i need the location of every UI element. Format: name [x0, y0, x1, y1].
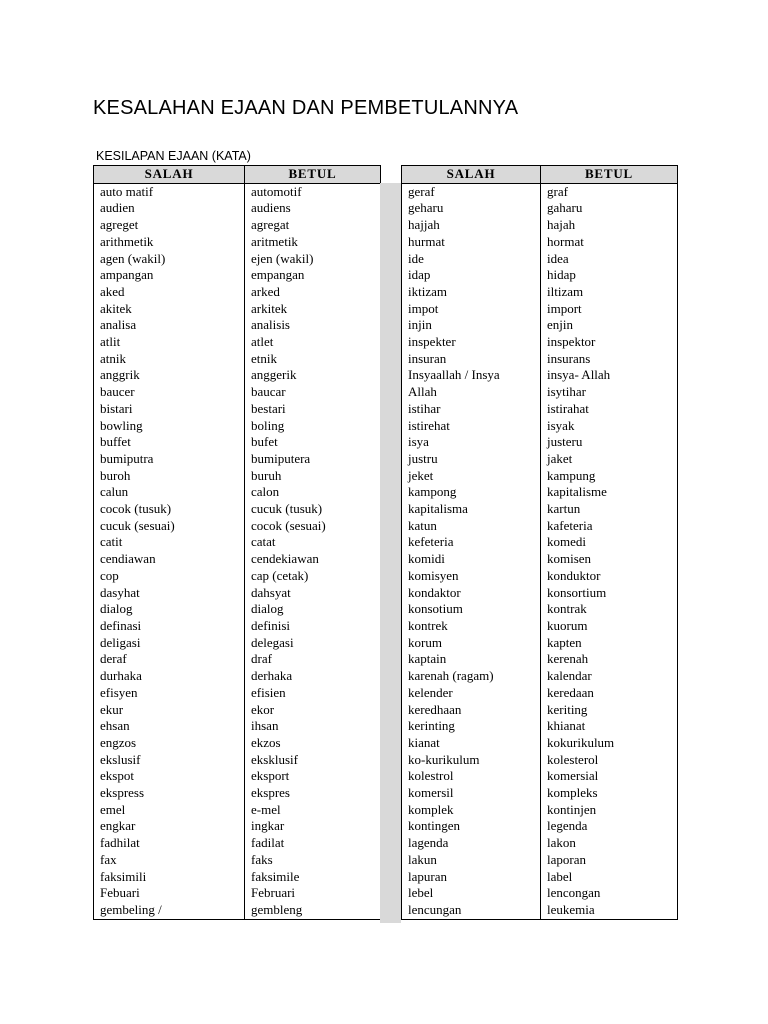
table-row [94, 251, 381, 268]
betul-cell: kalendar [541, 668, 678, 685]
table-row [402, 251, 678, 268]
header-betul: BETUL [541, 166, 678, 184]
table-row [402, 601, 678, 618]
betul-cell: calon [245, 484, 381, 501]
salah-cell: ko-kurikulum [402, 752, 541, 769]
salah-cell: analisa [94, 317, 245, 334]
betul-cell: keriting [541, 702, 678, 719]
salah-cell: ekslusif [94, 752, 245, 769]
betul-cell: eksklusif [245, 752, 381, 769]
salah-cell: dasyhat [94, 585, 245, 602]
table-row [94, 718, 381, 735]
table-row [402, 685, 678, 702]
betul-cell: iltizam [541, 284, 678, 301]
table-row [402, 468, 678, 485]
table-row [94, 351, 381, 368]
betul-cell: lencongan [541, 885, 678, 902]
salah-cell: engkar [94, 818, 245, 835]
betul-cell: Februari [245, 885, 381, 902]
table-row [402, 702, 678, 719]
betul-cell: agregat [245, 217, 381, 234]
salah-cell: hurmat [402, 234, 541, 251]
table-row [402, 785, 678, 802]
table-row [94, 702, 381, 719]
salah-cell: ekspress [94, 785, 245, 802]
table-row [94, 183, 381, 200]
salah-cell: bumiputra [94, 451, 245, 468]
betul-cell: buruh [245, 468, 381, 485]
table-row [402, 183, 678, 200]
betul-cell: laporan [541, 852, 678, 869]
table-row [94, 802, 381, 819]
salah-cell: atlit [94, 334, 245, 351]
table-row [94, 835, 381, 852]
salah-cell: ekur [94, 702, 245, 719]
table-row [94, 284, 381, 301]
table-row [402, 367, 678, 384]
betul-cell: label [541, 869, 678, 886]
betul-cell: kolesterol [541, 752, 678, 769]
betul-cell: efisien [245, 685, 381, 702]
betul-cell: hajah [541, 217, 678, 234]
betul-cell: lakon [541, 835, 678, 852]
salah-cell: geharu [402, 200, 541, 217]
table-row [94, 685, 381, 702]
table-row [402, 317, 678, 334]
betul-cell: cendekiawan [245, 551, 381, 568]
betul-cell: kapten [541, 635, 678, 652]
salah-cell: lapuran [402, 869, 541, 886]
betul-cell: justeru [541, 434, 678, 451]
table-row [402, 334, 678, 351]
salah-cell: baucer [94, 384, 245, 401]
betul-cell: catat [245, 534, 381, 551]
betul-cell: isytihar [541, 384, 678, 401]
header-salah: SALAH [402, 166, 541, 184]
table-row [402, 718, 678, 735]
salah-cell: kerinting [402, 718, 541, 735]
table-row [402, 802, 678, 819]
salah-cell: anggrik [94, 367, 245, 384]
betul-cell: ekor [245, 702, 381, 719]
betul-cell: ekspres [245, 785, 381, 802]
salah-cell: justru [402, 451, 541, 468]
table-row [94, 752, 381, 769]
salah-cell: inspekter [402, 334, 541, 351]
table-row [402, 768, 678, 785]
table-row [94, 434, 381, 451]
betul-cell: kuorum [541, 618, 678, 635]
table-row [402, 384, 678, 401]
spelling-table-left [93, 165, 381, 920]
betul-cell: cap (cetak) [245, 568, 381, 585]
salah-cell: Insyaallah / Insya [402, 367, 541, 384]
betul-cell: ingkar [245, 818, 381, 835]
betul-cell: konsortium [541, 585, 678, 602]
table-row [402, 752, 678, 769]
salah-cell: kampong [402, 484, 541, 501]
betul-cell: draf [245, 651, 381, 668]
salah-cell: hajjah [402, 217, 541, 234]
table-row [94, 468, 381, 485]
betul-cell: dialog [245, 601, 381, 618]
table-row [402, 351, 678, 368]
salah-cell: Febuari [94, 885, 245, 902]
betul-cell: hidap [541, 267, 678, 284]
betul-cell: komedi [541, 534, 678, 551]
betul-cell: derhaka [245, 668, 381, 685]
table-row [94, 735, 381, 752]
betul-cell: kartun [541, 501, 678, 518]
table-row [94, 234, 381, 251]
salah-cell: audien [94, 200, 245, 217]
salah-cell: kontrek [402, 618, 541, 635]
table-row [402, 618, 678, 635]
spelling-table-right [401, 165, 678, 920]
betul-cell: fadilat [245, 835, 381, 852]
salah-cell: cucuk (sesuai) [94, 518, 245, 535]
betul-cell: dahsyat [245, 585, 381, 602]
salah-cell: istihar [402, 401, 541, 418]
betul-cell: audiens [245, 200, 381, 217]
betul-cell: eksport [245, 768, 381, 785]
salah-cell: faksimili [94, 869, 245, 886]
salah-cell: idap [402, 267, 541, 284]
salah-cell: Allah [402, 384, 541, 401]
column-gap-divider [380, 183, 401, 923]
table-row [94, 902, 381, 919]
table-row [402, 434, 678, 451]
table-row [94, 818, 381, 835]
salah-cell: dialog [94, 601, 245, 618]
betul-cell: anggerik [245, 367, 381, 384]
salah-cell: kefeteria [402, 534, 541, 551]
betul-cell: arkitek [245, 301, 381, 318]
header-salah: SALAH [94, 166, 245, 184]
table-row [402, 234, 678, 251]
betul-cell: khianat [541, 718, 678, 735]
table-row [94, 518, 381, 535]
table-row [402, 534, 678, 551]
table-row [402, 518, 678, 535]
salah-cell: calun [94, 484, 245, 501]
table-row [94, 534, 381, 551]
betul-cell: import [541, 301, 678, 318]
salah-cell: buroh [94, 468, 245, 485]
table-row [94, 568, 381, 585]
salah-cell: komisyen [402, 568, 541, 585]
table-row [94, 418, 381, 435]
betul-cell: keredaan [541, 685, 678, 702]
betul-cell: faksimile [245, 869, 381, 886]
salah-cell: definasi [94, 618, 245, 635]
betul-cell: kampung [541, 468, 678, 485]
salah-cell: fadhilat [94, 835, 245, 852]
table-row [402, 835, 678, 852]
betul-cell: enjin [541, 317, 678, 334]
betul-cell: legenda [541, 818, 678, 835]
salah-cell: cocok (tusuk) [94, 501, 245, 518]
salah-cell: efisyen [94, 685, 245, 702]
betul-cell: ihsan [245, 718, 381, 735]
table-row [94, 618, 381, 635]
betul-cell: automotif [245, 183, 381, 200]
salah-cell: isya [402, 434, 541, 451]
betul-cell: bumiputera [245, 451, 381, 468]
salah-cell: komidi [402, 551, 541, 568]
salah-cell: kelender [402, 685, 541, 702]
table-row [402, 818, 678, 835]
table-row [94, 384, 381, 401]
table-row [94, 200, 381, 217]
salah-cell: bistari [94, 401, 245, 418]
table-row [402, 668, 678, 685]
betul-cell: empangan [245, 267, 381, 284]
salah-cell: gembeling / [94, 902, 245, 919]
betul-cell: cocok (sesuai) [245, 518, 381, 535]
table-row [402, 451, 678, 468]
betul-cell: leukemia [541, 902, 678, 919]
table-row [94, 869, 381, 886]
table-row [94, 484, 381, 501]
betul-cell: etnik [245, 351, 381, 368]
salah-cell: auto matif [94, 183, 245, 200]
betul-cell: arked [245, 284, 381, 301]
betul-cell: kapitalisme [541, 484, 678, 501]
betul-cell: komisen [541, 551, 678, 568]
table-row [94, 451, 381, 468]
salah-cell: kianat [402, 735, 541, 752]
betul-cell: cucuk (tusuk) [245, 501, 381, 518]
salah-cell: kontingen [402, 818, 541, 835]
betul-cell: e-mel [245, 802, 381, 819]
salah-cell: komersil [402, 785, 541, 802]
betul-cell: definisi [245, 618, 381, 635]
betul-cell: inspektor [541, 334, 678, 351]
table-row [94, 768, 381, 785]
betul-cell: analisis [245, 317, 381, 334]
betul-cell: delegasi [245, 635, 381, 652]
betul-cell: graf [541, 183, 678, 200]
table-row [402, 200, 678, 217]
table-row [94, 601, 381, 618]
table-row [402, 635, 678, 652]
salah-cell: ampangan [94, 267, 245, 284]
table-row [94, 267, 381, 284]
salah-cell: kolestrol [402, 768, 541, 785]
salah-cell: bowling [94, 418, 245, 435]
table-row [94, 217, 381, 234]
table-row [94, 551, 381, 568]
salah-cell: arithmetik [94, 234, 245, 251]
table-row [94, 301, 381, 318]
table-row [94, 585, 381, 602]
table-row [402, 869, 678, 886]
salah-cell: kapitalisma [402, 501, 541, 518]
salah-cell: injin [402, 317, 541, 334]
table-row [94, 852, 381, 869]
betul-cell: faks [245, 852, 381, 869]
table-row [94, 635, 381, 652]
salah-cell: fax [94, 852, 245, 869]
table-row [94, 885, 381, 902]
salah-cell: durhaka [94, 668, 245, 685]
table-row [402, 484, 678, 501]
salah-cell: ehsan [94, 718, 245, 735]
betul-cell: ekzos [245, 735, 381, 752]
betul-cell: jaket [541, 451, 678, 468]
betul-cell: boling [245, 418, 381, 435]
betul-cell: atlet [245, 334, 381, 351]
salah-cell: lencungan [402, 902, 541, 919]
betul-cell: kokurikulum [541, 735, 678, 752]
salah-cell: lagenda [402, 835, 541, 852]
salah-cell: korum [402, 635, 541, 652]
table-row [402, 902, 678, 919]
salah-cell: aked [94, 284, 245, 301]
salah-cell: cendiawan [94, 551, 245, 568]
betul-cell: gaharu [541, 200, 678, 217]
betul-cell: ejen (wakil) [245, 251, 381, 268]
salah-cell: akitek [94, 301, 245, 318]
betul-cell: idea [541, 251, 678, 268]
table-row [94, 317, 381, 334]
betul-cell: istirahat [541, 401, 678, 418]
salah-cell: karenah (ragam) [402, 668, 541, 685]
table-row [94, 401, 381, 418]
betul-cell: kontinjen [541, 802, 678, 819]
betul-cell: aritmetik [245, 234, 381, 251]
table-row [94, 785, 381, 802]
table-row [402, 585, 678, 602]
table-row [402, 267, 678, 284]
salah-cell: katun [402, 518, 541, 535]
table-row [402, 217, 678, 234]
salah-cell: cop [94, 568, 245, 585]
salah-cell: engzos [94, 735, 245, 752]
betul-cell: kompleks [541, 785, 678, 802]
salah-cell: komplek [402, 802, 541, 819]
betul-cell: insya- Allah [541, 367, 678, 384]
salah-cell: keredhaan [402, 702, 541, 719]
salah-cell: impot [402, 301, 541, 318]
table-row [402, 651, 678, 668]
salah-cell: deraf [94, 651, 245, 668]
table-row [94, 501, 381, 518]
betul-cell: hormat [541, 234, 678, 251]
table-row [402, 284, 678, 301]
betul-cell: isyak [541, 418, 678, 435]
header-betul: BETUL [245, 166, 381, 184]
salah-cell: agreget [94, 217, 245, 234]
salah-cell: geraf [402, 183, 541, 200]
betul-cell: konduktor [541, 568, 678, 585]
salah-cell: iktizam [402, 284, 541, 301]
table-row [402, 418, 678, 435]
table-row [402, 568, 678, 585]
salah-cell: kondaktor [402, 585, 541, 602]
betul-cell: gembleng [245, 902, 381, 919]
salah-cell: jeket [402, 468, 541, 485]
table-row [94, 668, 381, 685]
salah-cell: istirehat [402, 418, 541, 435]
table-row [94, 651, 381, 668]
salah-cell: ide [402, 251, 541, 268]
salah-cell: lakun [402, 852, 541, 869]
table-row [402, 735, 678, 752]
page-title: KESALAHAN EJAAN DAN PEMBETULANNYA [93, 97, 519, 119]
table-row [402, 301, 678, 318]
table-row [402, 852, 678, 869]
betul-cell: insurans [541, 351, 678, 368]
betul-cell: baucar [245, 384, 381, 401]
salah-cell: agen (wakil) [94, 251, 245, 268]
betul-cell: komersial [541, 768, 678, 785]
table-row [402, 501, 678, 518]
table-row [402, 551, 678, 568]
table-row [94, 367, 381, 384]
salah-cell: lebel [402, 885, 541, 902]
salah-cell: konsotium [402, 601, 541, 618]
salah-cell: insuran [402, 351, 541, 368]
betul-cell: kerenah [541, 651, 678, 668]
section-subtitle: KESILAPAN EJAAN (KATA) [96, 149, 251, 163]
salah-cell: emel [94, 802, 245, 819]
salah-cell: catit [94, 534, 245, 551]
salah-cell: deligasi [94, 635, 245, 652]
salah-cell: atnik [94, 351, 245, 368]
betul-cell: kafeteria [541, 518, 678, 535]
table-row [94, 334, 381, 351]
betul-cell: bufet [245, 434, 381, 451]
table-row [402, 401, 678, 418]
betul-cell: bestari [245, 401, 381, 418]
salah-cell: kaptain [402, 651, 541, 668]
salah-cell: ekspot [94, 768, 245, 785]
table-row [402, 885, 678, 902]
salah-cell: buffet [94, 434, 245, 451]
betul-cell: kontrak [541, 601, 678, 618]
